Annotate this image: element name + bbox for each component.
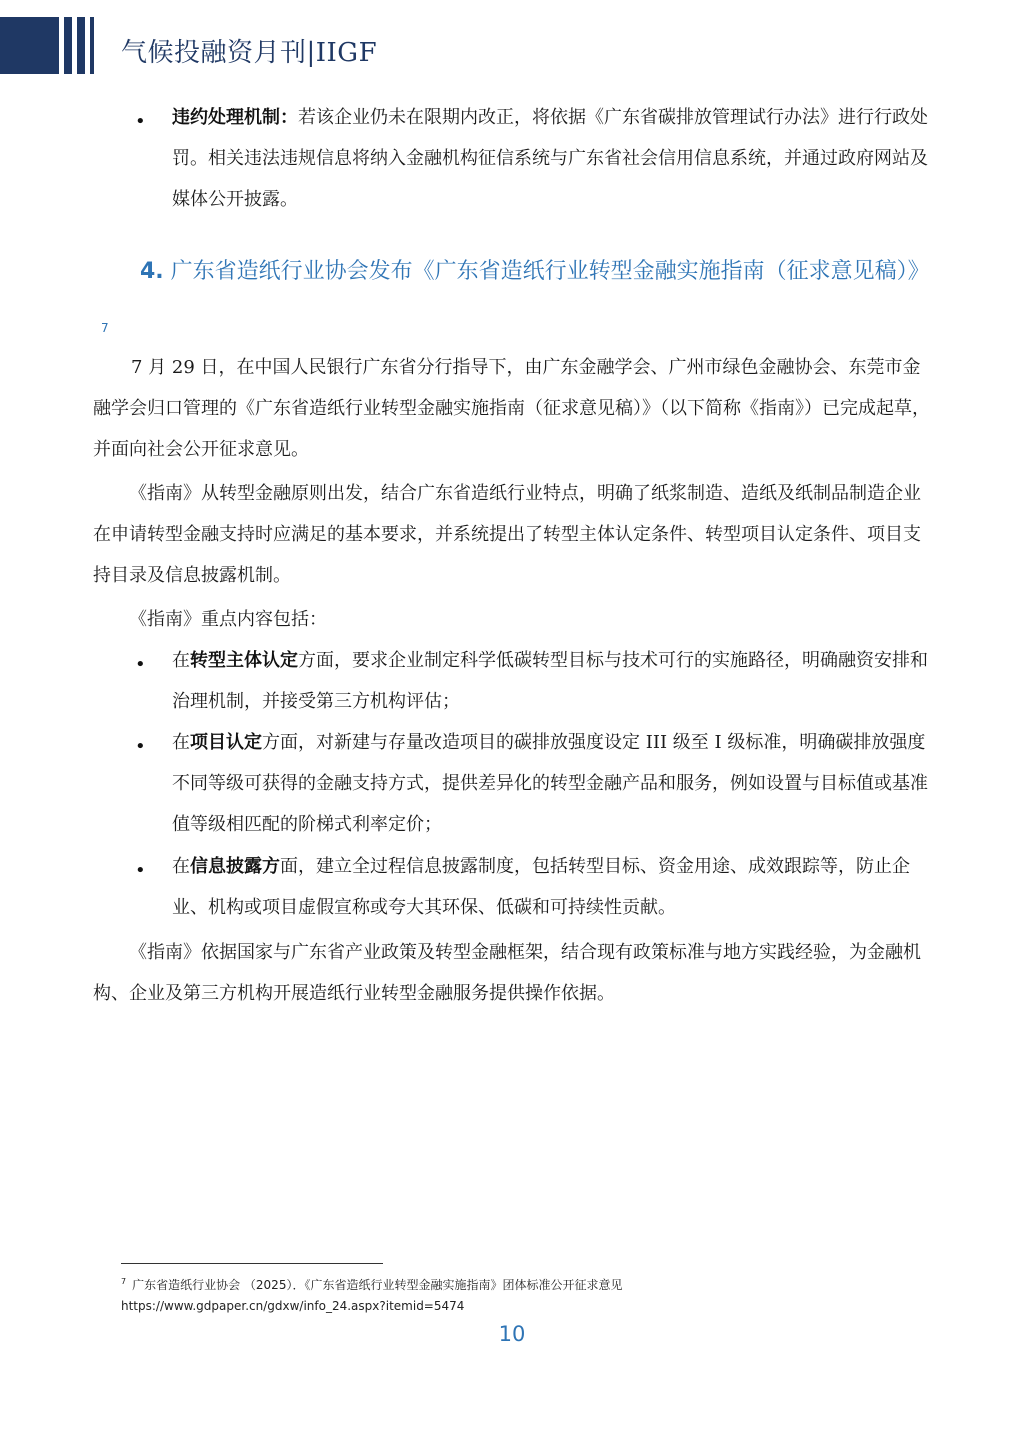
header-title: 气候投融资月刊|IIGF [121, 38, 378, 68]
bullet-bold-label: 转型主体认定 [190, 650, 298, 671]
footnote-text: 广东省造纸行业协会 （2025）．《广东省造纸行业转型金融实施指南》团体标准公开征求意见 [132, 1278, 623, 1292]
bullet-text: 方面，对新建与存量改造项目的碳排放强度设定 III 级至 I 级标准，明确碳排放强度不同等级可获得的金融支持方式，提供差异化的转型金融产品和服务，例如设置与目标值或基准值等级相匹配的阶梯式利率定价； [172, 732, 928, 835]
header-bar [64, 17, 72, 74]
footnote-citation [121, 1276, 622, 1293]
bullet-bold-label: 信息披露方 [190, 856, 280, 877]
section-number: 4. [140, 259, 164, 284]
paragraph-intro: 7 月 29 日，在中国人民银行广东省分行指导下，由广东金融学会、广州市绿色金融协会、东莞市金融学会归口管理的《广东省造纸行业转型金融实施指南（征求意见稿）》（以下简称《指南》）已完成起草，并面向社会公开征求意见。 [93, 357, 930, 460]
header-bar [90, 17, 94, 74]
bullet-icon: • [135, 860, 146, 881]
header-bar [0, 17, 59, 74]
footnote-mark: 7 [121, 1277, 127, 1286]
footnote-ref: 7 [101, 321, 109, 335]
header-bar [77, 17, 85, 74]
footnote-divider [121, 1263, 383, 1264]
bullet-prefix: 在 [172, 856, 190, 877]
page-number: 10 [498, 1322, 526, 1346]
bullet-text: 面，建立全过程信息披露制度，包括转型目标、资金用途、成效跟踪等，防止企业、机构或项目虚假宣称或夸大其环保、低碳和可持续性贡献。 [172, 856, 910, 918]
bullet-violation-handling [172, 97, 934, 220]
bullet-disclosure [172, 846, 934, 928]
bullet-prefix: 在 [172, 732, 190, 753]
bullet-bold-label: 违约处理机制： [172, 107, 298, 128]
bullet-icon: • [135, 111, 146, 132]
section-title-text: 广东省造纸行业协会发布《广东省造纸行业转型金融实施指南（征求意见稿）》 [170, 259, 930, 284]
paragraph-key-points: 《指南》重点内容包括： [129, 609, 327, 630]
bullet-text: 方面，要求企业制定科学低碳转型目标与技术可行的实施路径，明确融资安排和治理机制，并接受第三方机构评估； [172, 650, 928, 712]
paragraph-closing: 《指南》依据国家与广东省产业政策及转型金融框架，结合现有政策标准与地方实践经验，为金融机构、企业及第三方机构开展造纸行业转型金融服务提供操作依据。 [93, 942, 921, 1004]
bullet-bold-label: 项目认定 [190, 732, 262, 753]
bullet-icon: • [135, 654, 146, 675]
bullet-project-recognition [172, 722, 934, 845]
bullet-icon: • [135, 736, 146, 757]
bullet-prefix: 在 [172, 650, 190, 671]
bullet-text: 若该企业仍未在限期内改正，将依据《广东省碳排放管理试行办法》进行行政处罚。相关违法违规信息将纳入金融机构征信系统与广东省社会信用信息系统，并通过政府网站及媒体公开披露。 [172, 107, 928, 210]
bullet-entity-recognition [172, 640, 934, 722]
paragraph-overview: 《指南》从转型金融原则出发，结合广东省造纸行业特点，明确了纸浆制造、造纸及纸制品制造企业在申请转型金融支持时应满足的基本要求，并系统提出了转型主体认定条件、转型项目认定条件、项目支持目录及信息披露机制。 [93, 483, 921, 586]
footnote-url[interactable]: https://www.gdpaper.cn/gdxw/info_24.aspx?itemid=5474 [121, 1299, 465, 1313]
